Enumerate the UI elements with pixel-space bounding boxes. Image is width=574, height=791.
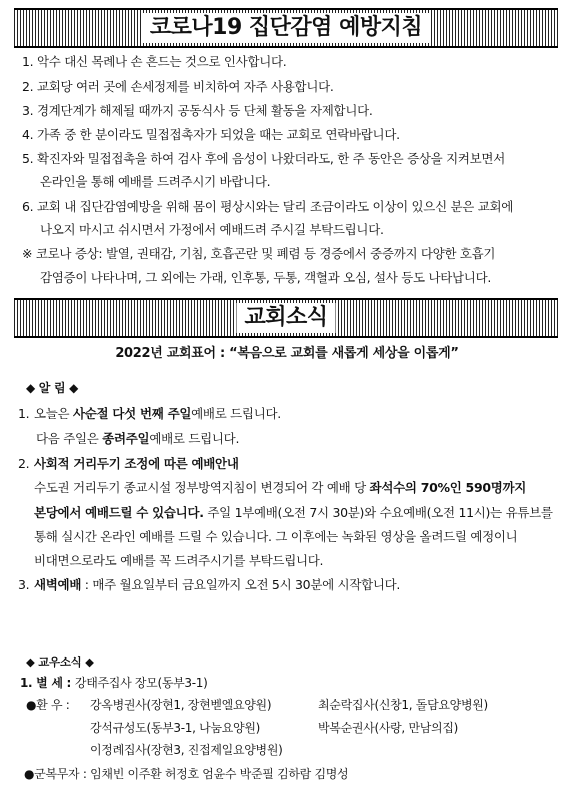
- member-news-military: ●군복무자 : 임채빈 이주환 허정호 엄윤수 박준필 김하람 김명성: [24, 767, 349, 781]
- prevention-item-1: 1. 악수 대신 목례나 손 흔드는 것으로 인사합니다.: [22, 54, 287, 69]
- notice-3: [18, 577, 400, 593]
- notice-2-line-1-highlight: 좌석수의 70%인 590명까지: [369, 480, 527, 495]
- members-heading: ◆ 교우소식 ◆: [26, 655, 94, 669]
- patient-3: 강석규성도(동부3-1, 나눔요양원): [90, 721, 260, 735]
- notice-3-number: 3.: [18, 577, 30, 592]
- notice-2-number: 2.: [18, 456, 30, 471]
- notice-1-next-end: 예배로 드립니다.: [149, 431, 240, 446]
- prevention-item-4: 4. 가족 중 한 분이라도 밀접접촉자가 되었을 때는 교회로 연락바랍니다.: [22, 127, 400, 142]
- notice-1-text: 오늘은: [34, 406, 73, 421]
- member-news-deceased: [20, 675, 208, 691]
- church-motto: 2022년 교회표어 : “복음으로 교회를 새롭게 세상을 이롭게”: [115, 346, 459, 361]
- notice-2-line-3: 통해 실시간 온라인 예배를 드릴 수 있습니다. 그 이후에는 녹화된 영상을 올려드릴 예정이니: [34, 529, 518, 544]
- patient-2: 최순락집사(신창1, 돌담요양병원): [318, 698, 488, 712]
- member-news-patients-label: ●환 우 :: [26, 698, 70, 712]
- prevention-item-3: 3. 경계단계가 해제될 때까지 공동식사 등 단체 활동을 자제합니다.: [22, 103, 373, 118]
- notice-1-next-highlight: 종려주일: [102, 431, 150, 446]
- title-banner-news: [14, 298, 558, 338]
- symptom-note-cont: 감염증이 나타나며, 그 외에는 가래, 인후통, 두통, 객혈과 오심, 설사 등도 나타납니다.: [40, 270, 492, 285]
- notice-1-next: [36, 431, 239, 447]
- deceased-value: 강태주집사 장모(동부3-1): [74, 676, 208, 690]
- prevention-item-6: 6. 교회 내 집단감염예방을 위해 몸이 평상시와는 달리 조금이라도 이상이 있으신 분은 교회에: [22, 199, 514, 214]
- notice-2: [18, 456, 239, 472]
- notice-2-line-2-text: 주일 1부예배(오전 7시 30분)와 수요예배(오전 11시)는 유튜브를: [203, 505, 553, 520]
- patient-1: 강옥병권사(장현1, 장현벧엘요양원): [90, 698, 272, 712]
- prevention-item-2: 2. 교회당 여러 곳에 손세정제를 비치하여 자주 사용합니다.: [22, 79, 334, 94]
- notice-3-text: : 매주 월요일부터 금요일까지 오전 5시 30분에 시작합니다.: [81, 577, 401, 592]
- deceased-label: 1. 별 세 :: [20, 676, 75, 690]
- notice-heading: ◆ 알 림 ◆: [26, 381, 79, 395]
- notice-2-line-1: [34, 480, 526, 496]
- patient-4: 박복순권사(사랑, 만남의집): [318, 721, 459, 735]
- notice-2-line-2-highlight: 본당에서 예배드릴 수 있습니다.: [34, 505, 204, 520]
- prevention-item-6-cont: 나오지 마시고 쉬시면서 가정에서 예배드려 주시길 부탁드립니다.: [40, 222, 384, 237]
- notice-1-text-end: 예배로 드립니다.: [191, 406, 281, 421]
- news-title: 교회소식: [236, 303, 335, 333]
- notice-3-title: 새벽예배: [34, 577, 82, 592]
- prevention-item-5-cont: 온라인을 통해 예배를 드려주시기 바랍니다.: [40, 174, 271, 189]
- notice-1-highlight: 사순절 다섯 번째 주일: [73, 406, 192, 421]
- notice-1-number: 1.: [18, 406, 30, 421]
- title-banner-prevention: [14, 8, 558, 48]
- notice-1: [18, 406, 281, 422]
- notice-2-line-4: 비대면으로라도 예배를 꼭 드려주시기를 부탁드립니다.: [34, 553, 324, 568]
- patient-5: 이정례집사(장현3, 진접제일요양병원): [90, 743, 283, 757]
- notice-2-line-2: [34, 505, 553, 521]
- notice-1-next-text: 다음 주일은: [36, 431, 103, 446]
- notice-2-line-1-text: 수도권 거리두기 종교시설 정부방역지침이 변경되어 각 예배 당: [34, 480, 370, 495]
- prevention-title: 코로나19 집단감염 예방지침: [142, 13, 430, 43]
- notice-2-title: 사회적 거리두기 조정에 따른 예배안내: [34, 456, 239, 471]
- symptom-note: ※ 코로나 증상: 발열, 권태감, 기침, 호흡곤란 및 폐렴 등 경증에서 중증까지 다양한 호흡기: [22, 246, 496, 261]
- prevention-item-5: 5. 확진자와 밀접접촉을 하여 검사 후에 음성이 나왔더라도, 한 주 동안은 증상을 지켜보면서: [22, 151, 505, 166]
